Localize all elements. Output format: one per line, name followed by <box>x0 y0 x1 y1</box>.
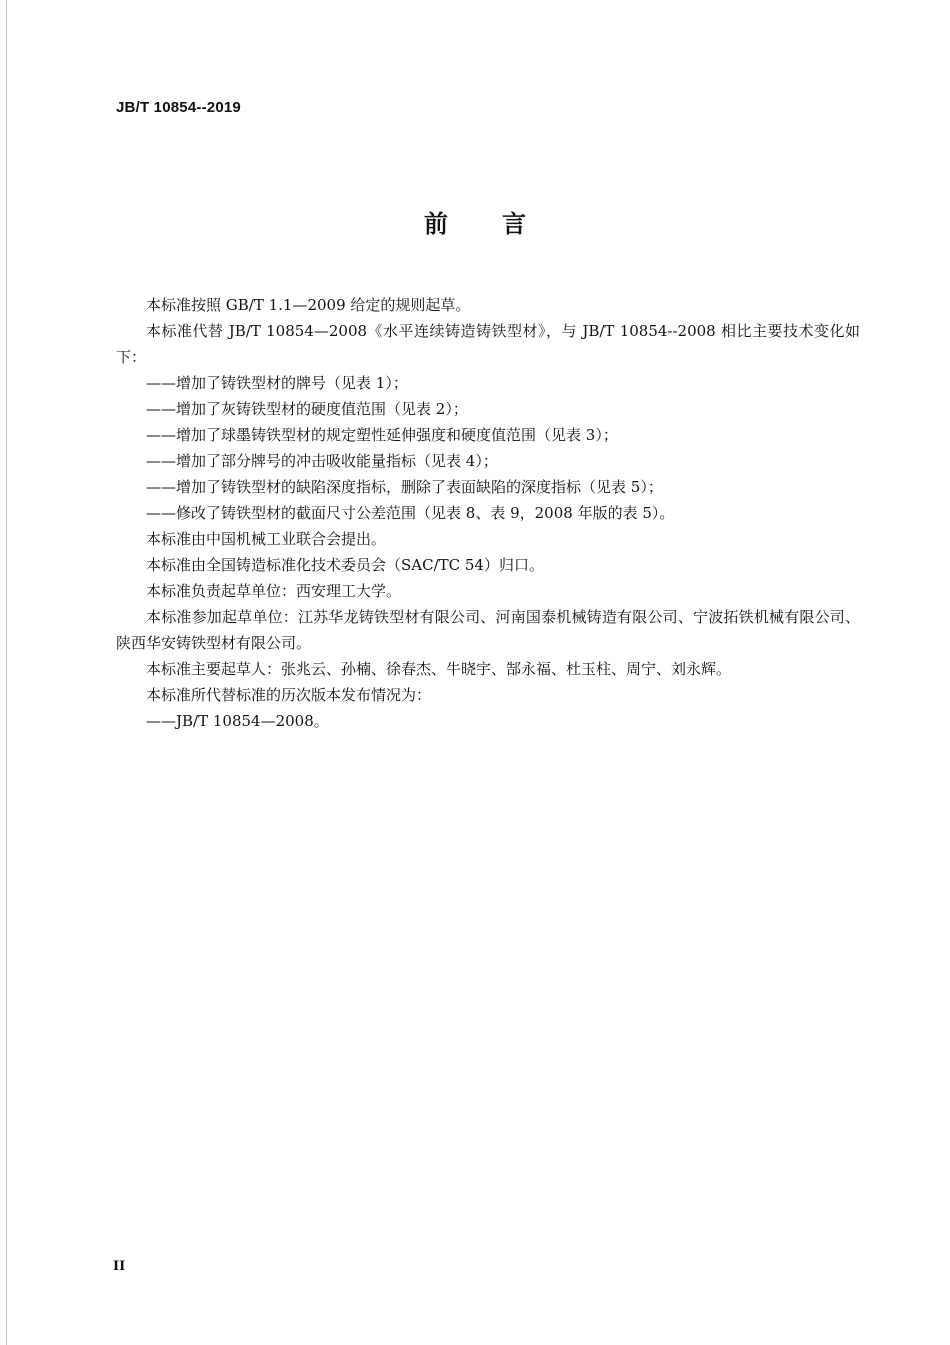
list-item-previous-edition: ——JB/T 10854—2008。 <box>146 712 329 730</box>
page-title: 前言 <box>424 210 580 238</box>
list-item-change: ——增加了铸铁型材的牌号（见表 1）； <box>146 374 408 392</box>
scan-edge-line <box>6 0 7 1345</box>
list-item-change: ——增加了铸铁型材的缺陷深度指标，删除了表面缺陷的深度指标（见表 5）； <box>146 478 663 496</box>
paragraph-participating-units: 本标准参加起草单位：江苏华龙铸铁型材有限公司、河南国泰机械铸造有限公司、宁波拓铁机械有限公司、陕西华安铸铁型材有限公司。 <box>116 608 860 652</box>
paragraph-centralized-by: 本标准由全国铸造标准化技术委员会（SAC/TC 54）归口。 <box>146 556 544 574</box>
list-item-change: ——增加了球墨铸铁型材的规定塑性延伸强度和硬度值范围（见表 3）； <box>146 426 618 444</box>
document-code-header: JB/T 10854--2019 <box>116 99 241 116</box>
paragraph-replacement: 本标准代替 JB/T 10854—2008《水平连续铸造铸铁型材》，与 JB/T 10854--2008 相比主要技术变化如下： <box>116 322 860 366</box>
list-item-change: ——增加了部分牌号的冲击吸收能量指标（见表 4）； <box>146 452 498 470</box>
list-item-change: ——增加了灰铸铁型材的硬度值范围（见表 2）； <box>146 400 468 418</box>
page-number: II <box>113 1259 126 1274</box>
foreword-body <box>116 292 860 734</box>
list-item-change: ——修改了铸铁型材的截面尺寸公差范围（见表 8、表 9，2008 年版的表 5）。 <box>146 504 675 522</box>
paragraph-proposed-by: 本标准由中国机械工业联合会提出。 <box>146 530 387 548</box>
paragraph-previous-editions: 本标准所代替标准的历次版本发布情况为： <box>146 686 432 704</box>
paragraph-main-drafters: 本标准主要起草人：张兆云、孙楠、徐春杰、牛晓宇、郜永福、杜玉柱、周宁、刘永辉。 <box>146 660 732 678</box>
paragraph-drafting-rules: 本标准按照 GB/T 1.1—2009 给定的规则起草。 <box>146 296 471 314</box>
paragraph-responsible-unit: 本标准负责起草单位：西安理工大学。 <box>146 582 402 600</box>
